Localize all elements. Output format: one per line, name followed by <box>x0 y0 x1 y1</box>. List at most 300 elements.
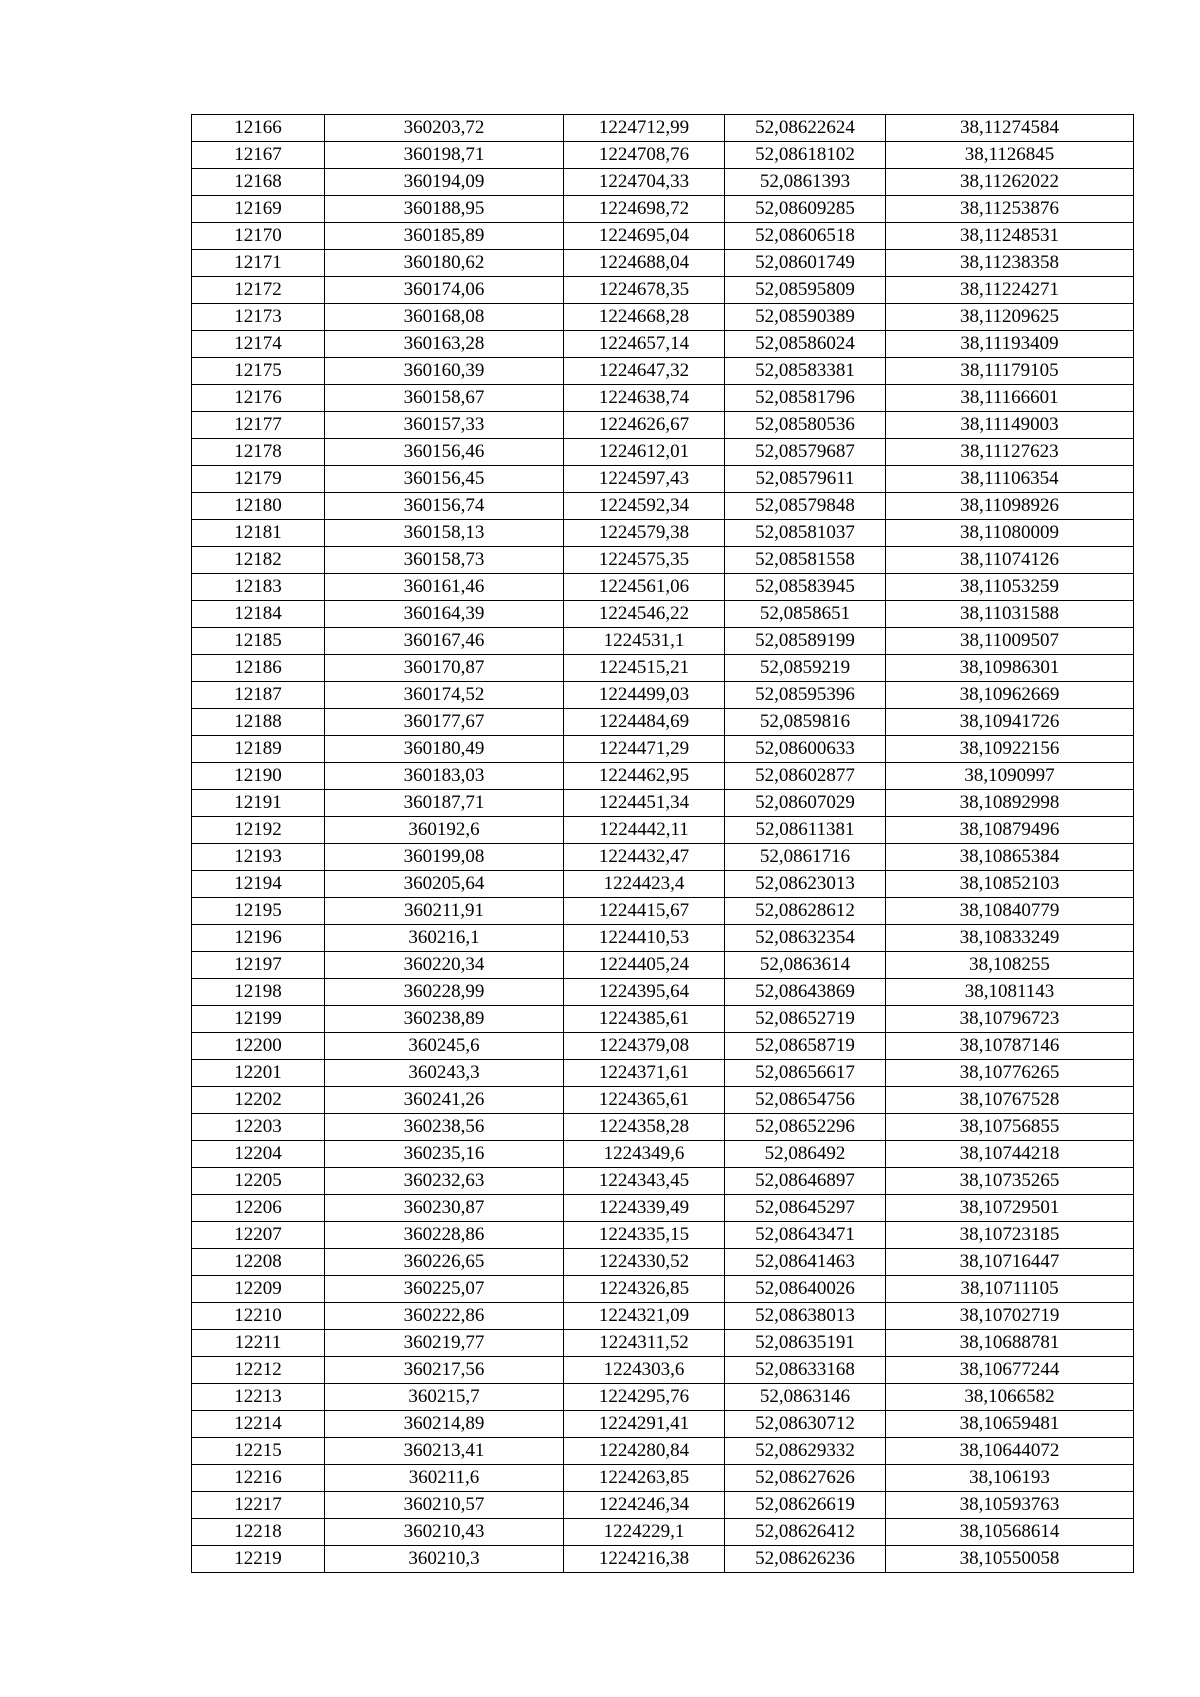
x-coordinate-cell: 360222,86 <box>325 1303 564 1330</box>
y-coordinate-cell: 1224561,06 <box>564 574 725 601</box>
point-number-cell: 12217 <box>192 1492 325 1519</box>
point-number-cell: 12206 <box>192 1195 325 1222</box>
y-coordinate-cell: 1224303,6 <box>564 1357 725 1384</box>
x-coordinate-cell: 360168,08 <box>325 304 564 331</box>
x-coordinate-cell: 360211,6 <box>325 1465 564 1492</box>
latitude-cell: 52,08581037 <box>725 520 886 547</box>
table-row <box>192 1492 1134 1519</box>
point-number-cell: 12190 <box>192 763 325 790</box>
point-number-cell: 12198 <box>192 979 325 1006</box>
table-row <box>192 115 1134 142</box>
table-row <box>192 844 1134 871</box>
x-coordinate-cell: 360216,1 <box>325 925 564 952</box>
y-coordinate-cell: 1224698,72 <box>564 196 725 223</box>
longitude-cell: 38,10723185 <box>886 1222 1134 1249</box>
table-row <box>192 1384 1134 1411</box>
x-coordinate-cell: 360210,3 <box>325 1546 564 1573</box>
table-row <box>192 385 1134 412</box>
y-coordinate-cell: 1224395,64 <box>564 979 725 1006</box>
point-number-cell: 12193 <box>192 844 325 871</box>
longitude-cell: 38,10716447 <box>886 1249 1134 1276</box>
table-row <box>192 1195 1134 1222</box>
y-coordinate-cell: 1224410,53 <box>564 925 725 952</box>
latitude-cell: 52,08658719 <box>725 1033 886 1060</box>
x-coordinate-cell: 360210,43 <box>325 1519 564 1546</box>
x-coordinate-cell: 360210,57 <box>325 1492 564 1519</box>
longitude-cell: 38,11209625 <box>886 304 1134 331</box>
longitude-cell: 38,10833249 <box>886 925 1134 952</box>
table-row <box>192 979 1134 1006</box>
table-row <box>192 547 1134 574</box>
table-row <box>192 655 1134 682</box>
y-coordinate-cell: 1224330,52 <box>564 1249 725 1276</box>
latitude-cell: 52,08622624 <box>725 115 886 142</box>
x-coordinate-cell: 360180,49 <box>325 736 564 763</box>
x-coordinate-cell: 360198,71 <box>325 142 564 169</box>
point-number-cell: 12212 <box>192 1357 325 1384</box>
point-number-cell: 12175 <box>192 358 325 385</box>
longitude-cell: 38,11253876 <box>886 196 1134 223</box>
point-number-cell: 12214 <box>192 1411 325 1438</box>
x-coordinate-cell: 360160,39 <box>325 358 564 385</box>
longitude-cell: 38,11127623 <box>886 439 1134 466</box>
point-number-cell: 12183 <box>192 574 325 601</box>
longitude-cell: 38,11224271 <box>886 277 1134 304</box>
latitude-cell: 52,08607029 <box>725 790 886 817</box>
point-number-cell: 12199 <box>192 1006 325 1033</box>
table-row <box>192 1168 1134 1195</box>
y-coordinate-cell: 1224657,14 <box>564 331 725 358</box>
x-coordinate-cell: 360219,77 <box>325 1330 564 1357</box>
point-number-cell: 12211 <box>192 1330 325 1357</box>
latitude-cell: 52,08626412 <box>725 1519 886 1546</box>
point-number-cell: 12182 <box>192 547 325 574</box>
longitude-cell: 38,10550058 <box>886 1546 1134 1573</box>
table-row <box>192 871 1134 898</box>
table-row <box>192 1276 1134 1303</box>
y-coordinate-cell: 1224638,74 <box>564 385 725 412</box>
point-number-cell: 12197 <box>192 952 325 979</box>
longitude-cell: 38,11193409 <box>886 331 1134 358</box>
latitude-cell: 52,08602877 <box>725 763 886 790</box>
table-row <box>192 1222 1134 1249</box>
y-coordinate-cell: 1224339,49 <box>564 1195 725 1222</box>
point-number-cell: 12201 <box>192 1060 325 1087</box>
y-coordinate-cell: 1224575,35 <box>564 547 725 574</box>
table-row <box>192 1060 1134 1087</box>
y-coordinate-cell: 1224365,61 <box>564 1087 725 1114</box>
latitude-cell: 52,08581796 <box>725 385 886 412</box>
table-row <box>192 898 1134 925</box>
point-number-cell: 12207 <box>192 1222 325 1249</box>
table-row <box>192 763 1134 790</box>
table-row <box>192 1303 1134 1330</box>
x-coordinate-cell: 360156,46 <box>325 439 564 466</box>
longitude-cell: 38,10568614 <box>886 1519 1134 1546</box>
point-number-cell: 12189 <box>192 736 325 763</box>
longitude-cell: 38,10644072 <box>886 1438 1134 1465</box>
y-coordinate-cell: 1224358,28 <box>564 1114 725 1141</box>
point-number-cell: 12191 <box>192 790 325 817</box>
longitude-cell: 38,10735265 <box>886 1168 1134 1195</box>
point-number-cell: 12195 <box>192 898 325 925</box>
point-number-cell: 12215 <box>192 1438 325 1465</box>
table-row <box>192 817 1134 844</box>
y-coordinate-cell: 1224442,11 <box>564 817 725 844</box>
latitude-cell: 52,08646897 <box>725 1168 886 1195</box>
longitude-cell: 38,11149003 <box>886 412 1134 439</box>
latitude-cell: 52,08623013 <box>725 871 886 898</box>
table-row <box>192 250 1134 277</box>
point-number-cell: 12174 <box>192 331 325 358</box>
latitude-cell: 52,08595809 <box>725 277 886 304</box>
x-coordinate-cell: 360161,46 <box>325 574 564 601</box>
point-number-cell: 12194 <box>192 871 325 898</box>
longitude-cell: 38,1066582 <box>886 1384 1134 1411</box>
x-coordinate-cell: 360199,08 <box>325 844 564 871</box>
latitude-cell: 52,08633168 <box>725 1357 886 1384</box>
table-row <box>192 1033 1134 1060</box>
x-coordinate-cell: 360217,56 <box>325 1357 564 1384</box>
x-coordinate-cell: 360232,63 <box>325 1168 564 1195</box>
y-coordinate-cell: 1224597,43 <box>564 466 725 493</box>
longitude-cell: 38,11238358 <box>886 250 1134 277</box>
longitude-cell: 38,11080009 <box>886 520 1134 547</box>
table-row <box>192 1114 1134 1141</box>
longitude-cell: 38,10688781 <box>886 1330 1134 1357</box>
longitude-cell: 38,10787146 <box>886 1033 1134 1060</box>
point-number-cell: 12213 <box>192 1384 325 1411</box>
table-row <box>192 1249 1134 1276</box>
latitude-cell: 52,08635191 <box>725 1330 886 1357</box>
point-number-cell: 12178 <box>192 439 325 466</box>
point-number-cell: 12166 <box>192 115 325 142</box>
longitude-cell: 38,10756855 <box>886 1114 1134 1141</box>
coordinates-table-body <box>192 115 1134 1573</box>
latitude-cell: 52,08606518 <box>725 223 886 250</box>
y-coordinate-cell: 1224423,4 <box>564 871 725 898</box>
latitude-cell: 52,08579687 <box>725 439 886 466</box>
longitude-cell: 38,10702719 <box>886 1303 1134 1330</box>
point-number-cell: 12216 <box>192 1465 325 1492</box>
y-coordinate-cell: 1224291,41 <box>564 1411 725 1438</box>
coordinates-table <box>191 114 1134 1573</box>
point-number-cell: 12177 <box>192 412 325 439</box>
point-number-cell: 12184 <box>192 601 325 628</box>
y-coordinate-cell: 1224295,76 <box>564 1384 725 1411</box>
latitude-cell: 52,08595396 <box>725 682 886 709</box>
longitude-cell: 38,10852103 <box>886 871 1134 898</box>
table-row <box>192 1438 1134 1465</box>
x-coordinate-cell: 360213,41 <box>325 1438 564 1465</box>
x-coordinate-cell: 360225,07 <box>325 1276 564 1303</box>
latitude-cell: 52,0859219 <box>725 655 886 682</box>
y-coordinate-cell: 1224668,28 <box>564 304 725 331</box>
latitude-cell: 52,08589199 <box>725 628 886 655</box>
table-row <box>192 466 1134 493</box>
longitude-cell: 38,11262022 <box>886 169 1134 196</box>
y-coordinate-cell: 1224432,47 <box>564 844 725 871</box>
table-row <box>192 331 1134 358</box>
longitude-cell: 38,11274584 <box>886 115 1134 142</box>
point-number-cell: 12169 <box>192 196 325 223</box>
longitude-cell: 38,10986301 <box>886 655 1134 682</box>
latitude-cell: 52,08643869 <box>725 979 886 1006</box>
point-number-cell: 12187 <box>192 682 325 709</box>
latitude-cell: 52,0861716 <box>725 844 886 871</box>
point-number-cell: 12171 <box>192 250 325 277</box>
point-number-cell: 12192 <box>192 817 325 844</box>
point-number-cell: 12188 <box>192 709 325 736</box>
point-number-cell: 12185 <box>192 628 325 655</box>
table-row <box>192 1357 1134 1384</box>
latitude-cell: 52,08579848 <box>725 493 886 520</box>
point-number-cell: 12219 <box>192 1546 325 1573</box>
y-coordinate-cell: 1224343,45 <box>564 1168 725 1195</box>
x-coordinate-cell: 360243,3 <box>325 1060 564 1087</box>
table-row <box>192 1006 1134 1033</box>
y-coordinate-cell: 1224471,29 <box>564 736 725 763</box>
point-number-cell: 12181 <box>192 520 325 547</box>
y-coordinate-cell: 1224379,08 <box>564 1033 725 1060</box>
latitude-cell: 52,08630712 <box>725 1411 886 1438</box>
latitude-cell: 52,08654756 <box>725 1087 886 1114</box>
point-number-cell: 12170 <box>192 223 325 250</box>
table-row <box>192 493 1134 520</box>
table-row <box>192 601 1134 628</box>
latitude-cell: 52,0861393 <box>725 169 886 196</box>
table-row <box>192 358 1134 385</box>
x-coordinate-cell: 360180,62 <box>325 250 564 277</box>
latitude-cell: 52,08600633 <box>725 736 886 763</box>
y-coordinate-cell: 1224349,6 <box>564 1141 725 1168</box>
table-row <box>192 277 1134 304</box>
point-number-cell: 12173 <box>192 304 325 331</box>
y-coordinate-cell: 1224688,04 <box>564 250 725 277</box>
longitude-cell: 38,1081143 <box>886 979 1134 1006</box>
y-coordinate-cell: 1224647,32 <box>564 358 725 385</box>
x-coordinate-cell: 360245,6 <box>325 1033 564 1060</box>
y-coordinate-cell: 1224612,01 <box>564 439 725 466</box>
latitude-cell: 52,08638013 <box>725 1303 886 1330</box>
y-coordinate-cell: 1224678,35 <box>564 277 725 304</box>
x-coordinate-cell: 360167,46 <box>325 628 564 655</box>
longitude-cell: 38,10892998 <box>886 790 1134 817</box>
x-coordinate-cell: 360183,03 <box>325 763 564 790</box>
latitude-cell: 52,08586024 <box>725 331 886 358</box>
x-coordinate-cell: 360163,28 <box>325 331 564 358</box>
y-coordinate-cell: 1224462,95 <box>564 763 725 790</box>
table-row <box>192 412 1134 439</box>
latitude-cell: 52,08627626 <box>725 1465 886 1492</box>
table-row <box>192 304 1134 331</box>
y-coordinate-cell: 1224592,34 <box>564 493 725 520</box>
x-coordinate-cell: 360228,86 <box>325 1222 564 1249</box>
point-number-cell: 12202 <box>192 1087 325 1114</box>
longitude-cell: 38,10659481 <box>886 1411 1134 1438</box>
table-row <box>192 1546 1134 1573</box>
table-row <box>192 1141 1134 1168</box>
table-row <box>192 1411 1134 1438</box>
longitude-cell: 38,10593763 <box>886 1492 1134 1519</box>
x-coordinate-cell: 360215,7 <box>325 1384 564 1411</box>
latitude-cell: 52,0863146 <box>725 1384 886 1411</box>
longitude-cell: 38,10711105 <box>886 1276 1134 1303</box>
latitude-cell: 52,08580536 <box>725 412 886 439</box>
latitude-cell: 52,08583381 <box>725 358 886 385</box>
latitude-cell: 52,08579611 <box>725 466 886 493</box>
latitude-cell: 52,08581558 <box>725 547 886 574</box>
longitude-cell: 38,11098926 <box>886 493 1134 520</box>
latitude-cell: 52,08640026 <box>725 1276 886 1303</box>
x-coordinate-cell: 360230,87 <box>325 1195 564 1222</box>
x-coordinate-cell: 360238,56 <box>325 1114 564 1141</box>
x-coordinate-cell: 360214,89 <box>325 1411 564 1438</box>
y-coordinate-cell: 1224326,85 <box>564 1276 725 1303</box>
latitude-cell: 52,086492 <box>725 1141 886 1168</box>
y-coordinate-cell: 1224216,38 <box>564 1546 725 1573</box>
x-coordinate-cell: 360241,26 <box>325 1087 564 1114</box>
x-coordinate-cell: 360170,87 <box>325 655 564 682</box>
latitude-cell: 52,08652296 <box>725 1114 886 1141</box>
table-row <box>192 574 1134 601</box>
x-coordinate-cell: 360164,39 <box>325 601 564 628</box>
y-coordinate-cell: 1224280,84 <box>564 1438 725 1465</box>
x-coordinate-cell: 360235,16 <box>325 1141 564 1168</box>
x-coordinate-cell: 360205,64 <box>325 871 564 898</box>
longitude-cell: 38,10865384 <box>886 844 1134 871</box>
x-coordinate-cell: 360228,99 <box>325 979 564 1006</box>
point-number-cell: 12167 <box>192 142 325 169</box>
point-number-cell: 12204 <box>192 1141 325 1168</box>
longitude-cell: 38,10767528 <box>886 1087 1134 1114</box>
longitude-cell: 38,106193 <box>886 1465 1134 1492</box>
longitude-cell: 38,11009507 <box>886 628 1134 655</box>
longitude-cell: 38,11248531 <box>886 223 1134 250</box>
y-coordinate-cell: 1224335,15 <box>564 1222 725 1249</box>
longitude-cell: 38,10879496 <box>886 817 1134 844</box>
y-coordinate-cell: 1224499,03 <box>564 682 725 709</box>
point-number-cell: 12209 <box>192 1276 325 1303</box>
latitude-cell: 52,08601749 <box>725 250 886 277</box>
y-coordinate-cell: 1224708,76 <box>564 142 725 169</box>
y-coordinate-cell: 1224695,04 <box>564 223 725 250</box>
latitude-cell: 52,08643471 <box>725 1222 886 1249</box>
table-row <box>192 169 1134 196</box>
point-number-cell: 12180 <box>192 493 325 520</box>
longitude-cell: 38,1126845 <box>886 142 1134 169</box>
longitude-cell: 38,11074126 <box>886 547 1134 574</box>
latitude-cell: 52,08656617 <box>725 1060 886 1087</box>
x-coordinate-cell: 360238,89 <box>325 1006 564 1033</box>
y-coordinate-cell: 1224579,38 <box>564 520 725 547</box>
latitude-cell: 52,08583945 <box>725 574 886 601</box>
x-coordinate-cell: 360211,91 <box>325 898 564 925</box>
y-coordinate-cell: 1224712,99 <box>564 115 725 142</box>
latitude-cell: 52,08629332 <box>725 1438 886 1465</box>
latitude-cell: 52,08632354 <box>725 925 886 952</box>
longitude-cell: 38,11106354 <box>886 466 1134 493</box>
y-coordinate-cell: 1224263,85 <box>564 1465 725 1492</box>
latitude-cell: 52,0859816 <box>725 709 886 736</box>
x-coordinate-cell: 360220,34 <box>325 952 564 979</box>
x-coordinate-cell: 360185,89 <box>325 223 564 250</box>
y-coordinate-cell: 1224405,24 <box>564 952 725 979</box>
y-coordinate-cell: 1224515,21 <box>564 655 725 682</box>
point-number-cell: 12176 <box>192 385 325 412</box>
latitude-cell: 52,08641463 <box>725 1249 886 1276</box>
point-number-cell: 12218 <box>192 1519 325 1546</box>
longitude-cell: 38,108255 <box>886 952 1134 979</box>
longitude-cell: 38,11179105 <box>886 358 1134 385</box>
point-number-cell: 12200 <box>192 1033 325 1060</box>
table-row <box>192 682 1134 709</box>
y-coordinate-cell: 1224385,61 <box>564 1006 725 1033</box>
table-row <box>192 709 1134 736</box>
y-coordinate-cell: 1224311,52 <box>564 1330 725 1357</box>
longitude-cell: 38,10796723 <box>886 1006 1134 1033</box>
longitude-cell: 38,10962669 <box>886 682 1134 709</box>
y-coordinate-cell: 1224451,34 <box>564 790 725 817</box>
table-row <box>192 736 1134 763</box>
y-coordinate-cell: 1224546,22 <box>564 601 725 628</box>
x-coordinate-cell: 360158,67 <box>325 385 564 412</box>
latitude-cell: 52,08590389 <box>725 304 886 331</box>
table-row <box>192 1519 1134 1546</box>
longitude-cell: 38,10922156 <box>886 736 1134 763</box>
point-number-cell: 12168 <box>192 169 325 196</box>
table-row <box>192 520 1134 547</box>
table-row <box>192 1465 1134 1492</box>
y-coordinate-cell: 1224704,33 <box>564 169 725 196</box>
latitude-cell: 52,08611381 <box>725 817 886 844</box>
table-row <box>192 790 1134 817</box>
longitude-cell: 38,11166601 <box>886 385 1134 412</box>
point-number-cell: 12208 <box>192 1249 325 1276</box>
x-coordinate-cell: 360177,67 <box>325 709 564 736</box>
y-coordinate-cell: 1224321,09 <box>564 1303 725 1330</box>
latitude-cell: 52,0858651 <box>725 601 886 628</box>
y-coordinate-cell: 1224484,69 <box>564 709 725 736</box>
x-coordinate-cell: 360203,72 <box>325 115 564 142</box>
x-coordinate-cell: 360194,09 <box>325 169 564 196</box>
table-row <box>192 952 1134 979</box>
table-row <box>192 1087 1134 1114</box>
point-number-cell: 12172 <box>192 277 325 304</box>
longitude-cell: 38,11053259 <box>886 574 1134 601</box>
point-number-cell: 12203 <box>192 1114 325 1141</box>
latitude-cell: 52,08645297 <box>725 1195 886 1222</box>
latitude-cell: 52,08618102 <box>725 142 886 169</box>
longitude-cell: 38,11031588 <box>886 601 1134 628</box>
latitude-cell: 52,08626619 <box>725 1492 886 1519</box>
y-coordinate-cell: 1224415,67 <box>564 898 725 925</box>
table-row <box>192 223 1134 250</box>
latitude-cell: 52,08628612 <box>725 898 886 925</box>
x-coordinate-cell: 360188,95 <box>325 196 564 223</box>
latitude-cell: 52,0863614 <box>725 952 886 979</box>
longitude-cell: 38,10744218 <box>886 1141 1134 1168</box>
point-number-cell: 12186 <box>192 655 325 682</box>
table-row <box>192 439 1134 466</box>
x-coordinate-cell: 360174,52 <box>325 682 564 709</box>
x-coordinate-cell: 360157,33 <box>325 412 564 439</box>
table-row <box>192 1330 1134 1357</box>
point-number-cell: 12179 <box>192 466 325 493</box>
table-row <box>192 196 1134 223</box>
latitude-cell: 52,08652719 <box>725 1006 886 1033</box>
y-coordinate-cell: 1224229,1 <box>564 1519 725 1546</box>
